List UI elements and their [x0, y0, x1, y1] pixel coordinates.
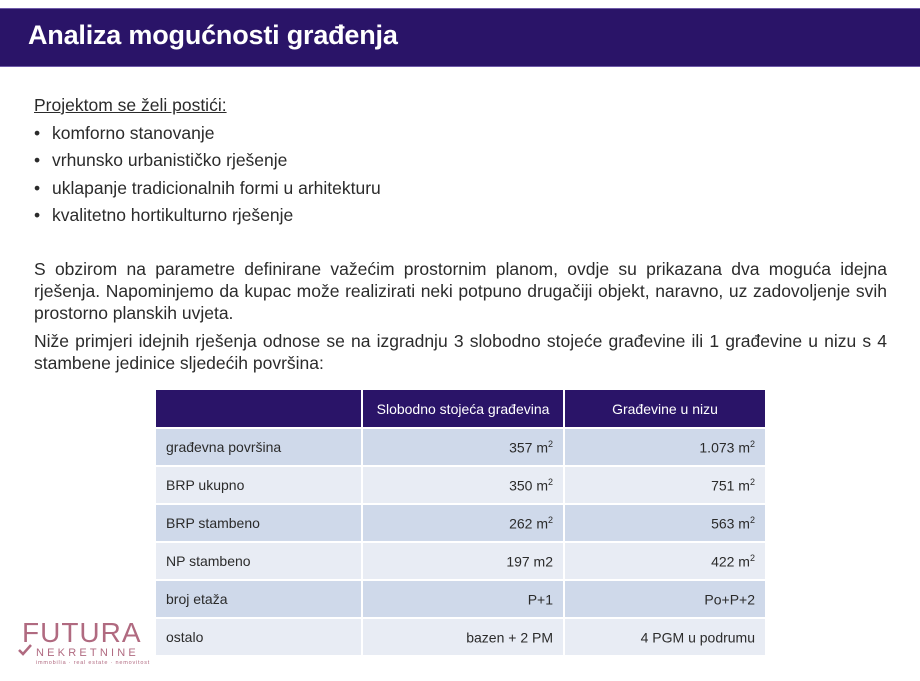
row-label: NP stambeno: [156, 542, 362, 580]
bullet-icon: •: [34, 150, 41, 170]
table-row: [156, 466, 765, 504]
cell-detached: 262 $m^2$: [362, 504, 564, 542]
cell-row-houses: 422 $m^2$: [564, 542, 765, 580]
logo-subtitle: NEKRETNINE: [36, 647, 139, 659]
cell-detached: 350 $m^2$: [362, 466, 564, 504]
logo-brand: FUTURA: [22, 617, 142, 648]
cell-row-houses: 563 $m^2$: [564, 504, 765, 542]
title-bar: [0, 8, 920, 67]
row-label: BRP ukupno: [156, 466, 362, 504]
paragraph-examples: Niže primjeri idejnih rješenja odnose se na izgradnju 3 slobodno stojeće građevine ili 1 građevine u nizu s 4 stambene jedinice sljedećih površina:: [34, 331, 887, 373]
table-row: [156, 504, 765, 542]
row-label: ostalo: [156, 618, 362, 655]
logo-tagline: immobilia · real estate · nemovitost: [36, 660, 151, 666]
paragraph-plan-parameters: S obzirom na parametre definirane važećim prostornim planom, ovdje su prikazana dva moguća idejna rješenja. Napominjemo da kupac može realizirati neki potpuno drugačiji objekt, naravno, uz zadovoljenje svih prostorno planskih uvjeta.: [34, 259, 887, 323]
table-row: [156, 542, 765, 580]
table-row: [156, 580, 765, 618]
header-detached: Slobodno stojeća građevina: [362, 390, 564, 428]
bullet-icon: •: [34, 205, 41, 225]
list-item: • kvalitetno hortikulturno rješenje: [34, 202, 894, 230]
row-label: BRP stambeno: [156, 504, 362, 542]
cell-detached: P+1: [362, 580, 564, 618]
list-item: • vrhunsko urbanističko rješenje: [34, 147, 894, 175]
list-item: • uklapanje tradicionalnih formi u arhitekturu: [34, 175, 894, 203]
table-row: [156, 618, 765, 655]
cell-row-houses: 1.073 $m^2$: [564, 428, 765, 466]
intro-lead: Projektom se želi postići:: [34, 95, 227, 115]
cell-detached: bazen + 2 PM: [362, 618, 564, 655]
header-row-houses: Građevine u nizu: [564, 390, 765, 428]
list-item: • komforno stanovanje: [34, 120, 894, 148]
row-label: građevna površina: [156, 428, 362, 466]
cell-row-houses: 4 PGM u podrumu: [564, 618, 765, 655]
intro-section: [34, 92, 894, 230]
bullet-icon: •: [34, 177, 41, 198]
cell-detached: 197 m2: [362, 542, 564, 580]
futura-logo: [18, 617, 158, 665]
page-title: Analiza mogućnosti građenja: [28, 20, 398, 50]
goals-list: [34, 120, 894, 230]
checkmark-house-icon: [18, 643, 32, 657]
surface-table: [156, 390, 765, 655]
header-label: [156, 390, 362, 428]
bullet-icon: •: [34, 122, 41, 143]
table-row: [156, 428, 765, 466]
cell-detached: 357 $m^2$: [362, 428, 564, 466]
cell-row-houses: 751 $m^2$: [564, 466, 765, 504]
row-label: broj etaža: [156, 580, 362, 618]
table-header-row: [156, 390, 765, 428]
cell-row-houses: Po+P+2: [564, 580, 765, 618]
